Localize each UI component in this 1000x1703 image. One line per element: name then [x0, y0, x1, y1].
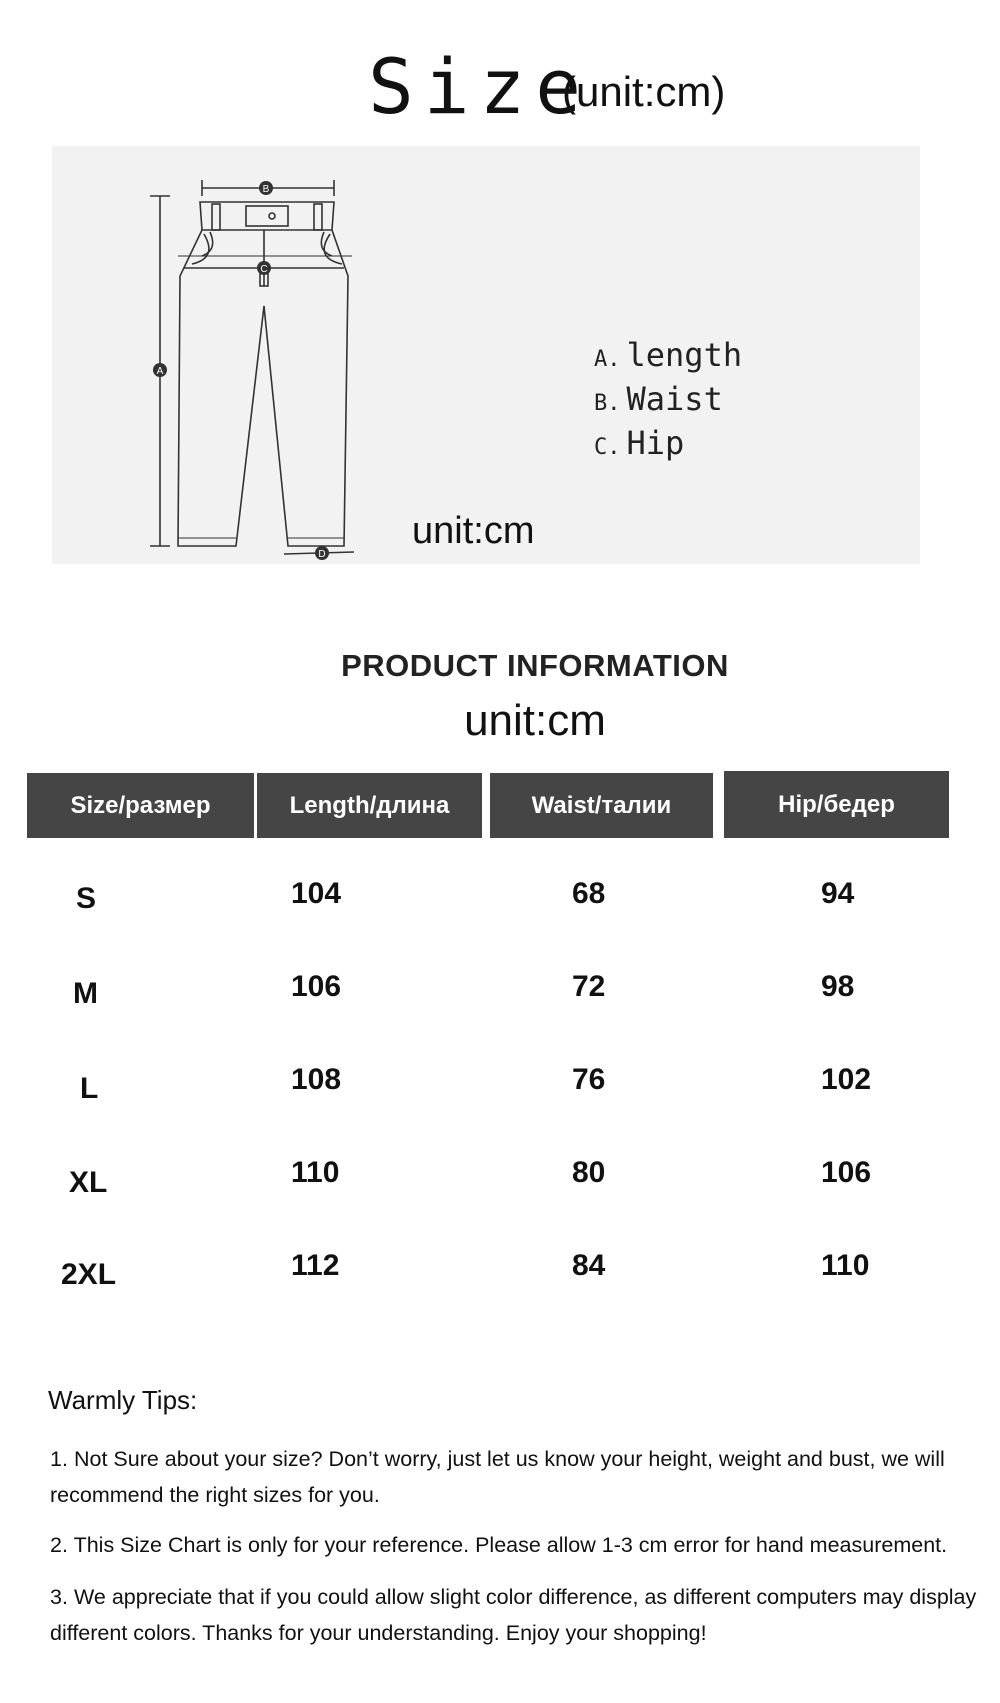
marker-c-label: C — [260, 264, 268, 275]
page-title: Size — [368, 42, 592, 131]
table-cell-length: 110 — [291, 1156, 340, 1189]
table-cell-length: 108 — [291, 1063, 342, 1096]
column-header-hip: Hip/бедер — [724, 771, 949, 838]
table-cell-waist: 68 — [572, 877, 606, 910]
table-cell-size: M — [73, 977, 98, 1010]
table-cell-waist: 76 — [572, 1063, 606, 1096]
pants-outline — [178, 230, 348, 546]
tip-item-3: 3. We appreciate that if you could allow slight color difference, as different computers may display different colors. Thanks for your understanding. Enjoy your shopping! — [50, 1585, 977, 1645]
legend-hip: C. Hip — [594, 424, 685, 462]
table-cell-waist: 72 — [572, 970, 606, 1003]
table-cell-hip: 98 — [821, 970, 855, 1003]
table-cell-length: 112 — [291, 1249, 340, 1282]
marker-d-label: D — [318, 549, 326, 560]
tips-title: Warmly Tips: — [48, 1385, 198, 1415]
table-cell-hip: 102 — [821, 1063, 872, 1096]
legend-waist: B. Waist — [594, 380, 723, 418]
product-information-unit: unit:cm — [464, 696, 606, 745]
pants-illustration — [52, 146, 920, 564]
table-cell-hip: 94 — [821, 877, 855, 910]
column-header-length: Length/длина — [257, 773, 482, 838]
table-cell-length: 106 — [291, 970, 342, 1003]
diagram-unit: unit:cm — [412, 510, 535, 552]
product-information-heading: PRODUCT INFORMATION — [341, 648, 729, 683]
title-unit: (unit:cm) — [562, 68, 726, 115]
table-cell-size: S — [76, 882, 97, 915]
table-cell-size: 2XL — [61, 1258, 117, 1291]
legend-length: A. length — [594, 336, 743, 374]
table-cell-hip: 110 — [821, 1249, 870, 1282]
table-cell-hip: 106 — [821, 1156, 872, 1189]
tip-item-2: 2. This Size Chart is only for your reference. Please allow 1-3 cm error for hand measurement. — [50, 1533, 948, 1557]
column-header-waist: Waist/талии — [490, 773, 713, 838]
waist-button-tab — [246, 206, 288, 226]
table-cell-size: L — [80, 1072, 99, 1105]
measurement-diagram — [52, 146, 920, 564]
marker-b-label: B — [262, 184, 270, 195]
marker-a-label: A — [156, 366, 164, 377]
column-header-size: Size/размер — [27, 773, 254, 838]
tip-item-1: 1. Not Sure about your size? Don’t worry, just let us know your height, weight and bust, we will recommend the right sizes for you. — [50, 1447, 945, 1507]
table-cell-size: XL — [69, 1166, 108, 1199]
table-cell-waist: 84 — [572, 1249, 606, 1282]
table-cell-length: 104 — [291, 877, 342, 910]
table-cell-waist: 80 — [572, 1156, 606, 1189]
